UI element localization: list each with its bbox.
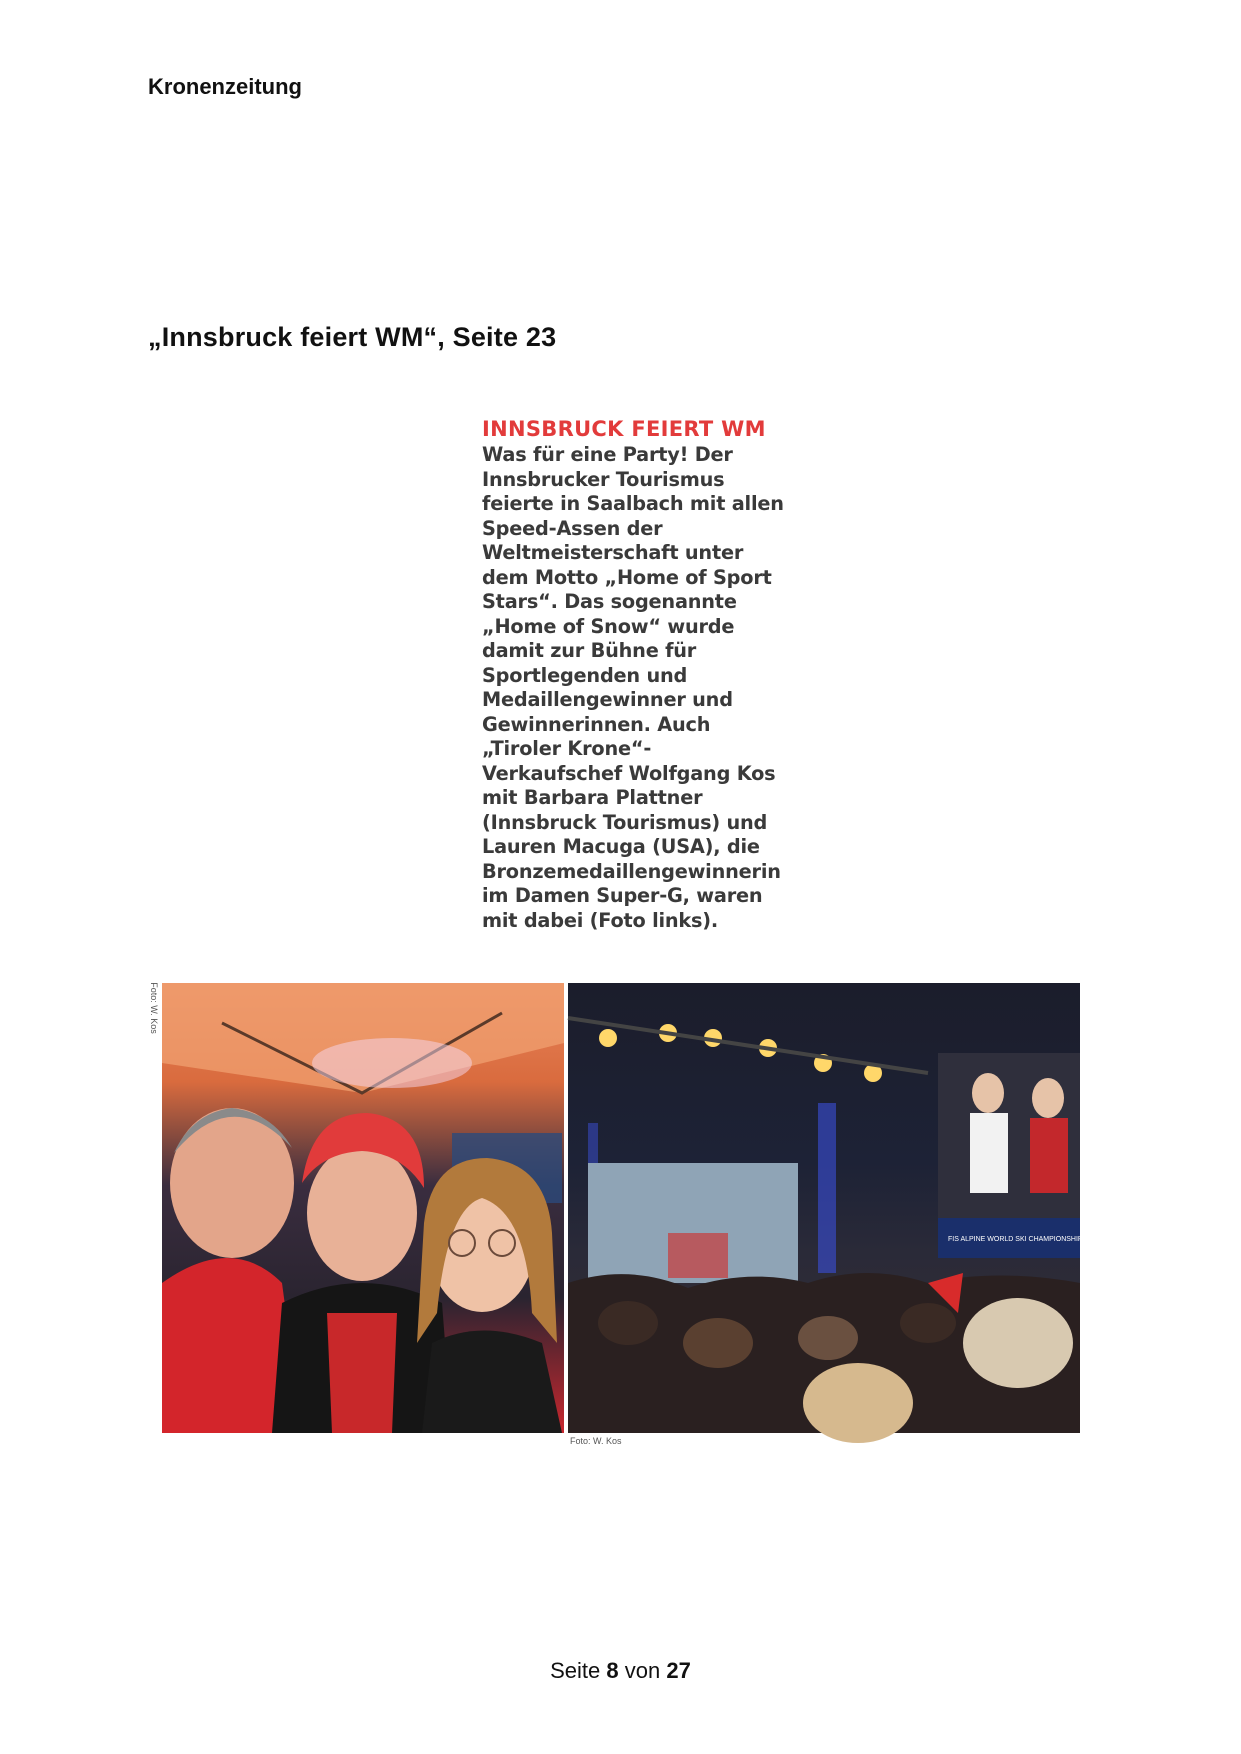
selfie-photo-illustration xyxy=(162,983,564,1433)
selfie-photo xyxy=(162,983,564,1433)
clipping-line: Speed-Assen der xyxy=(482,516,663,540)
clipping-kicker: INNSBRUCK FEIERT WM xyxy=(482,417,766,441)
publication-name: Kronenzeitung xyxy=(148,74,302,99)
clipping-line: mit dabei (Foto links). xyxy=(482,908,719,932)
clipping-line: „Home of Snow“ wurde xyxy=(482,614,735,638)
stage-photo-illustration xyxy=(568,983,1105,1433)
clipping-line: Weltmeisterschaft unter xyxy=(482,541,744,565)
clipping-line: Verkaufschef Wolfgang Kos xyxy=(482,761,776,785)
clipping-line: (Innsbruck Tourismus) und xyxy=(482,810,768,834)
clipping-line: „Tiroler Krone“- xyxy=(482,737,652,761)
clipping-line: im Damen Super-G, waren xyxy=(482,884,763,908)
document-heading: „Innsbruck feiert WM“, Seite 23 xyxy=(148,322,557,352)
page-number xyxy=(0,1658,1241,1684)
current-page: 8 xyxy=(606,1658,619,1683)
clipping-line: dem Motto „Home of Sport xyxy=(482,565,772,589)
clipping-body xyxy=(482,443,782,933)
clipping-line: Lauren Macuga (USA), die xyxy=(482,835,760,859)
clipping-line: damit zur Bühne für xyxy=(482,639,697,663)
newspaper-clipping xyxy=(482,418,782,933)
page-prefix: Seite xyxy=(550,1658,601,1683)
clipping-line: Sportlegenden und xyxy=(482,663,688,687)
photo-credit-left: Foto: W. Kos xyxy=(148,982,159,1034)
clipping-line: Gewinnerinnen. Auch xyxy=(482,712,711,736)
clipping-line: Was für eine Party! Der xyxy=(482,443,733,467)
clipping-line: Stars“. Das sogenannte xyxy=(482,590,737,614)
clipping-line: Medaillengewinner und xyxy=(482,688,733,712)
total-pages: 27 xyxy=(666,1658,691,1683)
stage-screen-text: FIS ALPINE WORLD SKI CHAMPIONSHIPS 2025 xyxy=(948,1236,1105,1243)
clipping-line: Innsbrucker Tourismus xyxy=(482,467,725,491)
clipping-line: mit Barbara Plattner xyxy=(482,786,703,810)
photo-credit-right: Foto: W. Kos xyxy=(570,1436,622,1446)
clipping-line: Bronzemedaillengewinnerin xyxy=(482,859,781,883)
stage-photo xyxy=(568,983,1105,1433)
clipping-line: feierte in Saalbach mit allen xyxy=(482,492,784,516)
page-of: von xyxy=(624,1658,661,1683)
